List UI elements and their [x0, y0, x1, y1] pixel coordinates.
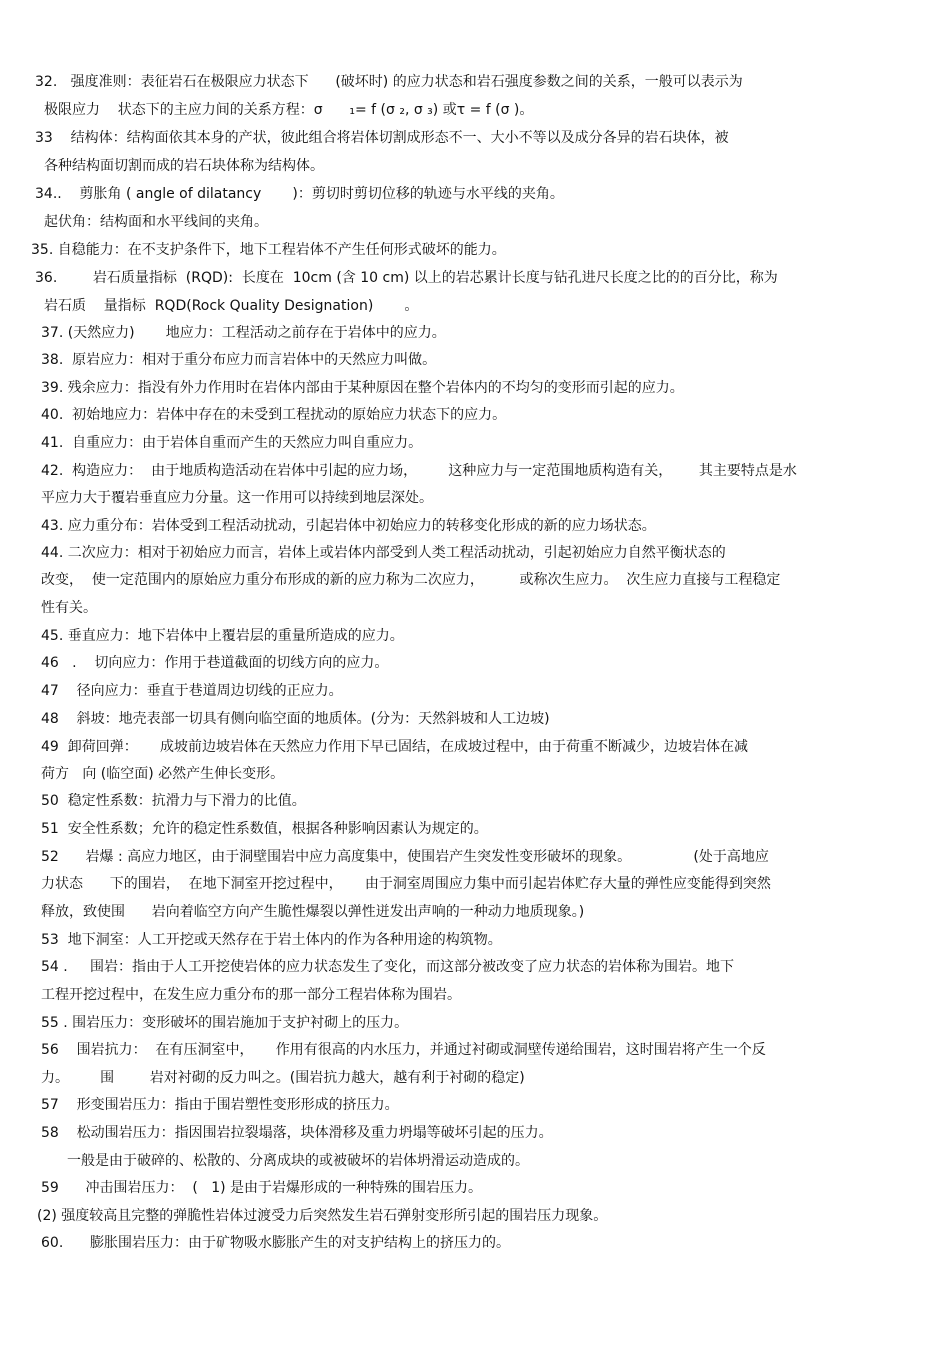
text-line-34: 34.. 剪胀角 ( angle of dilatancy )：剪切时剪切位移的轨迹与水平线的夹角。 — [35, 186, 564, 202]
text-line-56-cont: 力。 围 岩对衬砌的反力叫之。(围岩抗力越大，越有利于衬砌的稳定) — [41, 1070, 525, 1086]
text-line-39: 39. 残余应力：指没有外力作用时在岩体内部由于某种原因在整个岩体内的不均匀的变形而引起的应力。 — [41, 380, 684, 396]
text-line-47: 47 径向应力：垂直于巷道周边切线的正应力。 — [41, 683, 343, 699]
text-line-33-cont: 各种结构面切割而成的岩石块体称为结构体。 — [44, 158, 324, 174]
text-line-45: 45. 垂直应力：地下岩体中上覆岩层的重量所造成的应力。 — [41, 628, 404, 644]
text-line-48: 48 斜坡：地壳表部一切具有侧向临空面的地质体。(分为：天然斜坡和人工边坡) — [41, 711, 550, 727]
text-line-55: 55 . 围岩压力：变形破坏的围岩施加于支护衬砌上的压力。 — [41, 1015, 409, 1031]
text-line-49: 49 卸荷回弹： 成坡前边坡岩体在天然应力作用下早已固结，在成坡过程中，由于荷重不断减少，边坡岩体在减 — [41, 739, 748, 755]
text-line-32-cont: 极限应力 状态下的主应力间的关系方程：σ ₁= f (σ ₂, σ ₃) 或τ = f (σ )。 — [44, 102, 534, 118]
text-line-50: 50 稳定性系数：抗滑力与下滑力的比值。 — [41, 793, 306, 809]
text-line-49-cont: 荷方 向 (临空面) 必然产生伸长变形。 — [41, 766, 285, 782]
text-line-42: 42. 构造应力： 由于地质构造活动在岩体中引起的应力场， 这种应力与一定范围地质构造有关， 其主要特点是水 — [41, 463, 797, 479]
text-line-32: 32. 强度准则：表征岩石在极限应力状态下 (破坏时) 的应力状态和岩石强度参数之间的关系，一般可以表示为 — [35, 74, 743, 90]
text-line-42-cont: 平应力大于覆岩垂直应力分量。这一作用可以持续到地层深处。 — [41, 490, 433, 506]
text-line-44-cont-2: 性有关。 — [41, 600, 97, 616]
text-line-51: 51 安全性系数；允许的稳定性系数值，根据各种影响因素认为规定的。 — [41, 821, 488, 837]
text-line-52: 52 岩爆 : 高应力地区，由于洞壁围岩中应力高度集中，使围岩产生突发性变形破坏的现象。 (处于高地应 — [41, 849, 769, 865]
text-line-35: 35. 自稳能力：在不支护条件下，地下工程岩体不产生任何形式破坏的能力。 — [31, 242, 506, 258]
text-line-52-cont-2: 释放，致使围 岩向着临空方向产生脆性爆裂以弹性迸发出声响的一种动力地质现象。) — [41, 904, 585, 920]
text-line-36: 36. 岩石质量指标 (RQD): 长度在 10cm (含 10 cm) 以上的岩芯累计长度与钻孔进尺长度之比的的百分比，称为 — [35, 270, 778, 286]
text-line-43: 43. 应力重分布：岩体受到工程活动扰动，引起岩体中初始应力的转移变化形成的新的应力场状态。 — [41, 518, 656, 534]
text-line-56: 56 围岩抗力： 在有压洞室中， 作用有很高的内水压力，并通过衬砌或洞壁传递给围岩，这时围岩将产生一个反 — [41, 1042, 766, 1058]
text-line-33: 33 结构体：结构面依其本身的产状，彼此组合将岩体切割成形态不一、大小不等以及成分各异的岩石块体，被 — [35, 130, 729, 146]
text-line-60: 60. 膨胀围岩压力：由于矿物吸水膨胀产生的对支护结构上的挤压力的。 — [41, 1235, 510, 1251]
text-line-58: 58 松动围岩压力：指因围岩拉裂塌落，块体滑移及重力坍塌等破坏引起的压力。 — [41, 1125, 553, 1141]
text-line-34-cont: 起伏角：结构面和水平线间的夹角。 — [44, 214, 268, 230]
text-line-54-cont: 工程开挖过程中，在发生应力重分布的那一部分工程岩体称为围岩。 — [41, 987, 461, 1003]
text-line-52-cont-1: 力状态 下的围岩， 在地下洞室开挖过程中， 由于洞室周围应力集中而引起岩体贮存大量的弹性应变能得到突然 — [41, 876, 771, 892]
text-line-59: 59 冲击围岩压力： ( 1) 是由于岩爆形成的一种特殊的围岩压力。 — [41, 1180, 483, 1196]
text-line-40: 40. 初始地应力：岩体中存在的未受到工程扰动的原始应力状态下的应力。 — [41, 407, 507, 423]
text-line-53: 53 地下洞室：人工开挖或天然存在于岩土体内的作为各种用途的构筑物。 — [41, 932, 502, 948]
text-line-41: 41. 自重应力：由于岩体自重而产生的天然应力叫自重应力。 — [41, 435, 423, 451]
text-line-58-cont: 一般是由于破碎的、松散的、分离成块的或被破坏的岩体坍滑运动造成的。 — [67, 1153, 529, 1169]
text-line-59-cont: (2) 强度较高且完整的弹脆性岩体过渡受力后突然发生岩石弹射变形所引起的围岩压力现象。 — [37, 1208, 608, 1224]
text-line-44-cont-1: 改变， 使一定范围内的原始应力重分布形成的新的应力称为二次应力， 或称次生应力。 次生应力直接与工程稳定 — [41, 572, 781, 588]
text-line-54: 54 . 围岩：指由于人工开挖使岩体的应力状态发生了变化，而这部分被改变了应力状态的岩体称为围岩。地下 — [41, 959, 734, 975]
text-line-46: 46 . 切向应力：作用于巷道截面的切线方向的应力。 — [41, 655, 389, 671]
text-line-44: 44. 二次应力：相对于初始应力而言，岩体上或岩体内部受到人类工程活动扰动，引起初始应力自然平衡状态的 — [41, 545, 726, 561]
text-line-36-cont: 岩石质 量指标 RQD(Rock Quality Designation) 。 — [44, 298, 419, 314]
text-line-57: 57 形变围岩压力：指由于围岩塑性变形形成的挤压力。 — [41, 1097, 399, 1113]
text-line-37: 37. (天然应力) 地应力：工程活动之前存在于岩体中的应力。 — [41, 325, 446, 341]
text-line-38: 38. 原岩应力：相对于重分布应力而言岩体中的天然应力叫做。 — [41, 352, 437, 368]
